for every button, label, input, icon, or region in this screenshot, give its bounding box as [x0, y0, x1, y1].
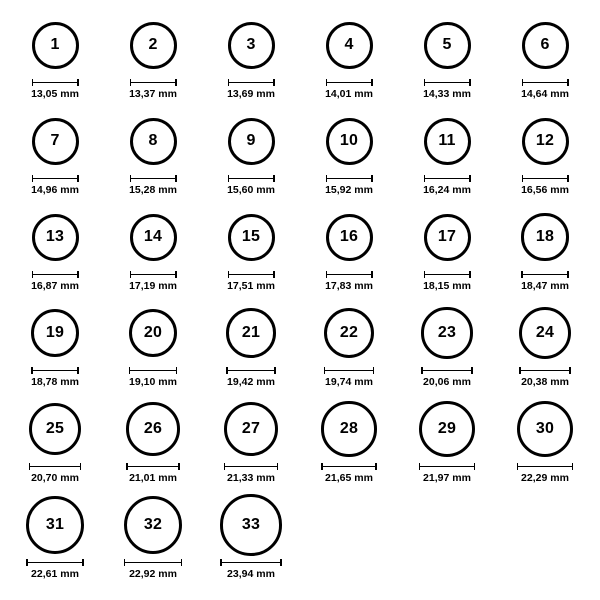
- dimension-bar-icon: [424, 271, 471, 278]
- ring-circle-wrap: [326, 108, 373, 174]
- dimension-label: 18,47 mm: [521, 280, 569, 292]
- ring-size-cell-empty: [496, 492, 594, 588]
- ring-circle-wrap: [419, 396, 475, 462]
- ring-circle-icon: [421, 307, 472, 358]
- ring-size-cell: [496, 204, 594, 300]
- ring-circle-wrap: [517, 396, 574, 462]
- ring-size-cell: [398, 12, 496, 108]
- ring-circle-wrap: [32, 12, 79, 78]
- ring-circle-wrap: [228, 108, 275, 174]
- dimension-group: [321, 463, 376, 484]
- dimension-group: [517, 463, 574, 484]
- dimension-group: [31, 271, 79, 292]
- ring-size-label: 11: [438, 132, 456, 149]
- ring-circle-icon: [517, 401, 574, 458]
- dimension-bar-icon: [522, 175, 569, 182]
- dimension-group: [227, 175, 275, 196]
- ring-circle-icon: [31, 309, 79, 357]
- ring-size-cell: [398, 300, 496, 396]
- ring-size-label: 3: [246, 36, 256, 53]
- ring-size-cell: [104, 300, 202, 396]
- ring-circle-wrap: [521, 204, 568, 270]
- ring-circle-wrap: [130, 12, 177, 78]
- ring-circle-wrap: [26, 492, 84, 558]
- dimension-label: 19,42 mm: [227, 376, 275, 388]
- ring-circle-wrap: [522, 108, 569, 174]
- dimension-label: 18,78 mm: [31, 376, 79, 388]
- ring-size-label: 13: [45, 228, 65, 245]
- ring-size-label: 32: [143, 516, 163, 533]
- ring-circle-icon: [220, 494, 281, 555]
- ring-size-label: 30: [535, 419, 555, 437]
- ring-circle-wrap: [324, 300, 374, 366]
- dimension-bar-icon: [130, 271, 177, 278]
- dimension-group: [31, 79, 79, 100]
- ring-size-cell: [202, 492, 300, 588]
- dimension-bar-icon: [326, 271, 373, 278]
- ring-size-label: 25: [45, 420, 65, 437]
- ring-circle-icon: [224, 402, 278, 456]
- dimension-label: 16,24 mm: [423, 184, 471, 196]
- ring-size-cell: [6, 108, 104, 204]
- dimension-bar-icon: [424, 79, 471, 86]
- ring-circle-icon: [32, 22, 79, 69]
- ring-circle-icon: [419, 401, 475, 457]
- ring-circle-icon: [228, 22, 275, 69]
- ring-circle-icon: [124, 496, 182, 554]
- dimension-label: 14,96 mm: [31, 184, 79, 196]
- dimension-label: 21,01 mm: [129, 472, 177, 484]
- ring-size-label: 24: [535, 324, 555, 341]
- ring-circle-icon: [130, 118, 177, 165]
- ring-size-cell: [496, 12, 594, 108]
- dimension-label: 13,05 mm: [31, 88, 79, 100]
- ring-size-cell: [496, 396, 594, 492]
- dimension-label: 20,38 mm: [521, 376, 569, 388]
- ring-circle-wrap: [32, 108, 79, 174]
- ring-size-label: 23: [437, 323, 457, 341]
- dimension-bar-icon: [32, 175, 79, 182]
- ring-circle-wrap: [326, 12, 373, 78]
- ring-size-cell: [104, 12, 202, 108]
- ring-circle-icon: [321, 401, 376, 456]
- ring-size-label: 33: [241, 515, 261, 533]
- dimension-bar-icon: [220, 559, 281, 566]
- ring-circle-wrap: [124, 492, 182, 558]
- ring-size-cell: [300, 108, 398, 204]
- dimension-group: [521, 271, 569, 292]
- dimension-label: 13,37 mm: [129, 88, 177, 100]
- dimension-label: 15,28 mm: [129, 184, 177, 196]
- ring-size-cell: [6, 492, 104, 588]
- ring-circle-icon: [126, 402, 180, 456]
- dimension-bar-icon: [421, 367, 472, 374]
- ring-size-cell: [202, 12, 300, 108]
- dimension-group: [423, 79, 471, 100]
- dimension-bar-icon: [324, 367, 374, 374]
- dimension-label: 23,94 mm: [227, 568, 275, 580]
- ring-circle-wrap: [424, 204, 471, 270]
- dimension-label: 17,83 mm: [325, 280, 373, 292]
- ring-size-label: 28: [339, 419, 359, 437]
- dimension-bar-icon: [228, 271, 275, 278]
- ring-size-label: 6: [540, 36, 550, 53]
- ring-circle-icon: [130, 22, 177, 69]
- dimension-bar-icon: [419, 463, 475, 470]
- ring-size-label: 1: [50, 36, 60, 53]
- ring-size-label: 22: [339, 323, 359, 341]
- dimension-label: 21,65 mm: [325, 472, 373, 484]
- ring-size-cell: [202, 108, 300, 204]
- dimension-label: 20,70 mm: [31, 472, 79, 484]
- ring-size-cell: [6, 300, 104, 396]
- ring-size-label: 29: [437, 419, 457, 437]
- dimension-label: 16,87 mm: [31, 280, 79, 292]
- ring-circle-wrap: [29, 396, 82, 462]
- dimension-label: 20,06 mm: [423, 376, 471, 388]
- dimension-bar-icon: [521, 271, 568, 278]
- dimension-label: 16,56 mm: [521, 184, 569, 196]
- ring-size-label: 19: [45, 324, 65, 341]
- dimension-group: [423, 271, 471, 292]
- ring-circle-wrap: [522, 12, 569, 78]
- ring-circle-wrap: [228, 204, 275, 270]
- ring-circle-icon: [228, 214, 275, 261]
- dimension-label: 22,61 mm: [31, 568, 79, 580]
- dimension-label: 21,33 mm: [227, 472, 275, 484]
- ring-size-cell-empty: [300, 492, 398, 588]
- ring-circle-wrap: [424, 108, 471, 174]
- dimension-bar-icon: [126, 463, 180, 470]
- dimension-label: 19,74 mm: [325, 376, 373, 388]
- dimension-group: [126, 463, 180, 484]
- ring-circle-wrap: [32, 204, 79, 270]
- ring-size-cell: [398, 204, 496, 300]
- dimension-bar-icon: [32, 271, 79, 278]
- ring-size-label: 17: [437, 228, 457, 245]
- dimension-group: [129, 367, 178, 388]
- dimension-group: [226, 367, 276, 388]
- ring-size-label: 18: [535, 228, 555, 245]
- ring-circle-icon: [522, 118, 569, 165]
- dimension-bar-icon: [228, 175, 275, 182]
- dimension-bar-icon: [424, 175, 471, 182]
- ring-size-label: 27: [241, 419, 261, 437]
- ring-circle-icon: [32, 214, 79, 261]
- ring-circle-wrap: [31, 300, 79, 366]
- ring-size-label: 20: [143, 323, 163, 341]
- dimension-group: [31, 175, 79, 196]
- dimension-group: [519, 367, 571, 388]
- ring-size-label: 15: [241, 228, 261, 245]
- dimension-group: [129, 175, 177, 196]
- dimension-group: [227, 271, 275, 292]
- ring-size-cell: [300, 204, 398, 300]
- ring-size-cell: [496, 300, 594, 396]
- ring-circle-icon: [26, 496, 84, 554]
- dimension-group: [26, 559, 84, 580]
- ring-circle-icon: [424, 118, 471, 165]
- dimension-label: 18,15 mm: [423, 280, 471, 292]
- dimension-group: [124, 559, 182, 580]
- ring-circle-icon: [522, 22, 569, 69]
- dimension-label: 14,01 mm: [325, 88, 373, 100]
- ring-size-label: 7: [50, 132, 60, 149]
- ring-size-cell: [104, 396, 202, 492]
- dimension-group: [220, 559, 281, 580]
- ring-circle-icon: [129, 309, 178, 358]
- dimension-group: [224, 463, 278, 484]
- dimension-group: [423, 175, 471, 196]
- ring-size-cell: [496, 108, 594, 204]
- dimension-group: [521, 79, 569, 100]
- dimension-bar-icon: [326, 175, 373, 182]
- ring-size-cell-empty: [398, 492, 496, 588]
- ring-size-label: 9: [246, 132, 256, 149]
- ring-circle-wrap: [421, 300, 472, 366]
- ring-circle-wrap: [226, 300, 276, 366]
- dimension-label: 15,92 mm: [325, 184, 373, 196]
- dimension-group: [325, 79, 373, 100]
- dimension-group: [129, 79, 177, 100]
- ring-size-cell: [300, 396, 398, 492]
- ring-circle-icon: [130, 214, 177, 261]
- dimension-label: 22,29 mm: [521, 472, 569, 484]
- ring-circle-icon: [29, 403, 82, 456]
- dimension-label: 17,19 mm: [129, 280, 177, 292]
- dimension-bar-icon: [32, 79, 79, 86]
- ring-size-cell: [104, 492, 202, 588]
- ring-size-cell: [202, 396, 300, 492]
- dimension-label: 21,97 mm: [423, 472, 471, 484]
- dimension-bar-icon: [31, 367, 79, 374]
- ring-size-cell: [104, 204, 202, 300]
- ring-circle-icon: [228, 118, 275, 165]
- dimension-label: 15,60 mm: [227, 184, 275, 196]
- ring-size-cell: [300, 300, 398, 396]
- dimension-group: [129, 271, 177, 292]
- ring-size-label: 8: [148, 132, 158, 149]
- ring-size-label: 4: [344, 36, 354, 53]
- dimension-bar-icon: [226, 367, 276, 374]
- ring-size-cell: [6, 204, 104, 300]
- dimension-bar-icon: [522, 79, 569, 86]
- ring-size-label: 21: [241, 323, 261, 341]
- ring-circle-wrap: [326, 204, 373, 270]
- ring-size-label: 5: [442, 36, 452, 53]
- dimension-group: [421, 367, 472, 388]
- ring-circle-wrap: [424, 12, 471, 78]
- ring-circle-wrap: [130, 108, 177, 174]
- ring-circle-icon: [424, 214, 471, 261]
- ring-circle-icon: [326, 118, 373, 165]
- dimension-bar-icon: [326, 79, 373, 86]
- ring-size-cell: [202, 204, 300, 300]
- dimension-bar-icon: [228, 79, 275, 86]
- ring-size-cell: [6, 12, 104, 108]
- ring-circle-icon: [424, 22, 471, 69]
- ring-size-label: 2: [148, 36, 158, 53]
- dimension-bar-icon: [29, 463, 82, 470]
- dimension-bar-icon: [519, 367, 571, 374]
- ring-size-label: 26: [143, 420, 163, 437]
- ring-circle-icon: [32, 118, 79, 165]
- ring-circle-icon: [326, 214, 373, 261]
- ring-size-cell: [398, 396, 496, 492]
- ring-size-label: 31: [45, 515, 65, 533]
- dimension-group: [419, 463, 475, 484]
- ring-size-label: 14: [143, 228, 163, 245]
- ring-circle-wrap: [519, 300, 571, 366]
- dimension-bar-icon: [26, 559, 84, 566]
- ring-circle-icon: [324, 308, 374, 358]
- dimension-bar-icon: [124, 559, 182, 566]
- dimension-group: [227, 79, 275, 100]
- dimension-bar-icon: [130, 175, 177, 182]
- dimension-bar-icon: [517, 463, 574, 470]
- dimension-group: [325, 271, 373, 292]
- ring-size-cell: [398, 108, 496, 204]
- dimension-group: [325, 175, 373, 196]
- dimension-label: 19,10 mm: [129, 376, 177, 388]
- dimension-bar-icon: [130, 79, 177, 86]
- dimension-label: 17,51 mm: [227, 280, 275, 292]
- ring-size-cell: [104, 108, 202, 204]
- ring-circle-wrap: [220, 492, 281, 558]
- ring-size-cell: [300, 12, 398, 108]
- ring-size-grid: [6, 12, 594, 588]
- dimension-group: [521, 175, 569, 196]
- ring-circle-wrap: [321, 396, 376, 462]
- dimension-bar-icon: [224, 463, 278, 470]
- ring-circle-icon: [226, 308, 276, 358]
- ring-size-cell: [202, 300, 300, 396]
- ring-circle-wrap: [126, 396, 180, 462]
- ring-circle-icon: [519, 307, 571, 359]
- dimension-label: 22,92 mm: [129, 568, 177, 580]
- dimension-bar-icon: [321, 463, 376, 470]
- ring-size-cell: [6, 396, 104, 492]
- dimension-group: [324, 367, 374, 388]
- dimension-group: [31, 367, 79, 388]
- dimension-bar-icon: [129, 367, 178, 374]
- dimension-group: [29, 463, 82, 484]
- dimension-label: 13,69 mm: [227, 88, 275, 100]
- ring-circle-icon: [521, 213, 568, 260]
- ring-circle-wrap: [224, 396, 278, 462]
- ring-size-label: 10: [339, 132, 359, 149]
- ring-circle-wrap: [129, 300, 178, 366]
- ring-size-label: 16: [339, 228, 359, 245]
- ring-size-label: 12: [535, 132, 555, 149]
- ring-circle-wrap: [130, 204, 177, 270]
- ring-circle-wrap: [228, 12, 275, 78]
- ring-circle-icon: [326, 22, 373, 69]
- dimension-label: 14,33 mm: [423, 88, 471, 100]
- dimension-label: 14,64 mm: [521, 88, 569, 100]
